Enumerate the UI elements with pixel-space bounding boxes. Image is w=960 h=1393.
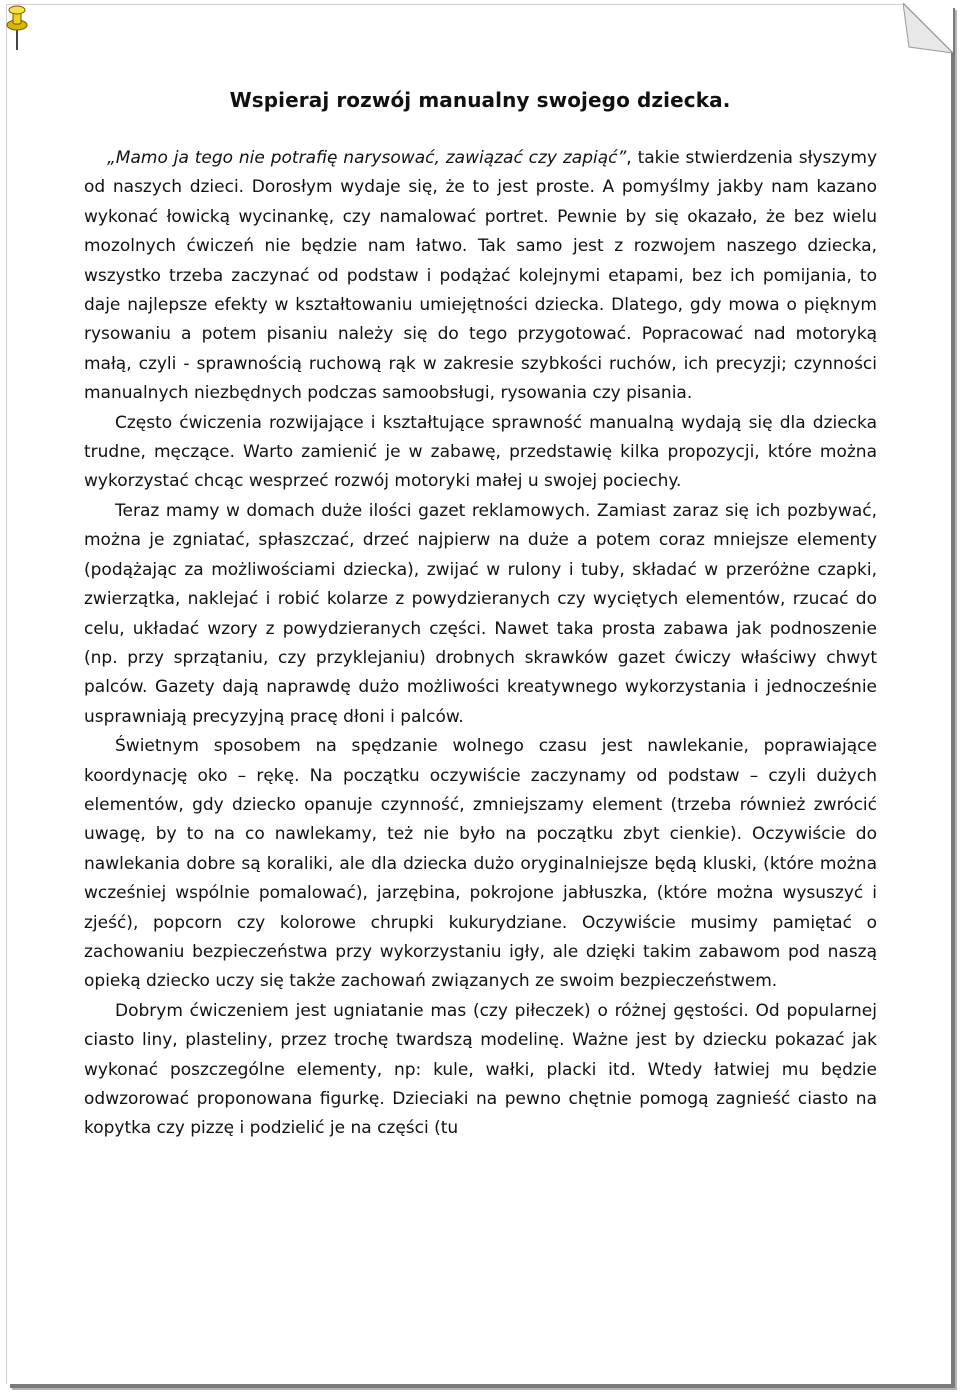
document-title: Wspieraj rozwój manualny swojego dziecka.: [229, 88, 731, 112]
paragraph-5: Dobrym ćwiczeniem jest ugniatanie mas (czy piłeczek) o różnej gęstości. Od popularnej ciasto liny, plasteliny, przez trochę twardszą modelinę. Ważne jest by dziecku pokazać jak wykonać poszczególne elementy, np: kule, wałki, placki itd. Wtedy łatwiej mu będzie odwzorować proponowana figurkę. Dzieciaki na pewno chętnie pomogą zagnieść ciasto na kopytka czy pizzę i podzielić je na części (tu: [84, 1000, 877, 1139]
paragraph-1-text: , takie stwierdzenia słyszymy od naszych dzieci. Dorosłym wydaje się, że to jest proste. A pomyślmy jakby nam kazano wykonać łowicką wycinankę, czy namalować portret. Pewnie by się okazało, że bez wielu mozolnych ćwiczeń nie będzie nam łatwo. Tak samo jest z rozwojem naszego dziecka, wszystko trzeba zaczynać od podstaw i podążać kolejnymi etapami, bez ich pomijania, to daje najlepsze efekty w kształtowaniu umiejętności dziecka. Dlatego, gdy mowa o pięknym rysowaniu a potem pisaniu należy się do tego przygotować. Popracować nad motoryką małą, czyli - sprawnością ruchową rąk w zakresie szybkości ruchów, ich precyzji; czynności manualnych niezbędnych podczas samoobsługi, rysowania czy pisania.: [84, 148, 877, 404]
page-curl-icon: [903, 3, 953, 53]
paragraph-1: [84, 144, 877, 409]
document-body: [84, 144, 877, 1144]
paragraph-3: Teraz mamy w domach duże ilości gazet reklamowych. Zamiast zaraz się ich pozbywać, można je zgniatać, spłaszczać, drzeć najpierw na duże a potem coraz mniejsze elementy (podążając za możliwościami dziecka), zwijać w rulony i tuby, składać w przeróżne czapki, zwierzątka, naklejać i robić kolarze z powydzieranych czy wyciętych elementów, rzucać do celu, układać wzory z powydzieranych części. Nawet taka prosta zabawa jak podnoszenie (np. przy sprzątaniu, czy przyklejaniu) drobnych skrawków gazet ćwiczy właściwy chwyt palców. Gazety dają naprawdę dużo możliwości kreatywnego wykorzystania i jednocześnie usprawniają precyzyjną pracę dłoni i palców.: [84, 500, 877, 727]
paragraph-2: Często ćwiczenia rozwijające i kształtujące sprawność manualną wydają się dla dziecka trudne, męczące. Warto zamienić je w zabawę, przedstawię kilka propozycji, które można wykorzystać chcąc wesprzeć rozwój motoryki małej u swojej pociechy.: [84, 412, 877, 492]
paragraph-4: Świetnym sposobem na spędzanie wolnego czasu jest nawlekanie, poprawiające koordynację oko – rękę. Na początku oczywiście zaczynamy od podstaw – czyli dużych elementów, gdy dziecko opanuje czynność, zmniejszamy element (trzeba również zwrócić uwagę, by to na co nawlekamy, też nie było na początku zbyt cienkie). Oczywiście do nawlekania dobre są koraliki, ale dla dziecka dużo oryginalniejsze będą kluski, (które można wcześniej wspólnie pomalować), jarzębina, pokrojone jabłuszka, (które można wysuszyć i zjeść), popcorn czy kolorowe chrupki kukurydziane. Oczywiście musimy pamiętać o zachowaniu bezpieczeństwa przy wykorzystaniu igły, ale dzięki takim zabawom pod naszą opieką dziecko uczy się także zachowań związanych ze swoim bezpieczeństwem.: [84, 736, 877, 992]
quote-text: „Mamo ja tego nie potrafię narysować, zawiązać czy zapiąć”: [107, 148, 627, 168]
pushpin-icon: [4, 4, 30, 52]
